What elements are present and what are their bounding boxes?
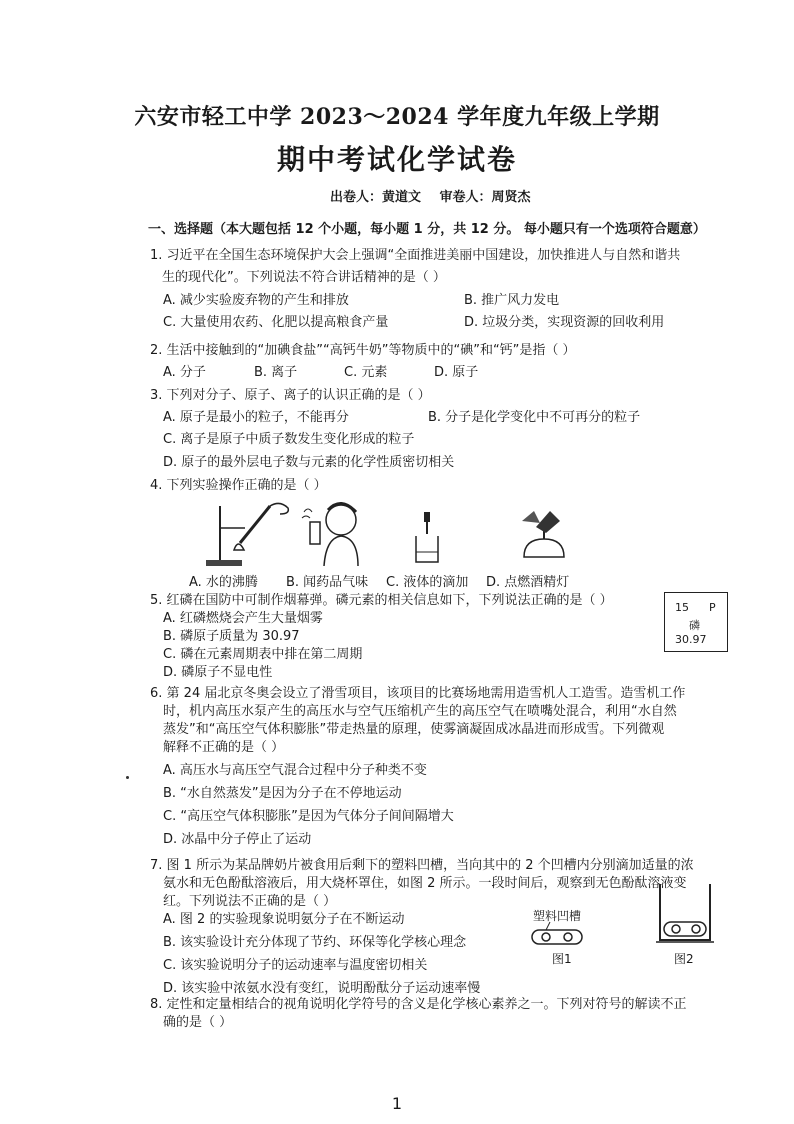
q7-option-d: D. 该实验中浓氨水没有变红，说明酚酞分子运动速率慢 (163, 981, 481, 996)
q6-option-a: A. 高压水与高压空气混合过程中分子种类不变 (163, 763, 427, 778)
q1-option-a: A. 减少实验废弃物的产生和排放 (163, 293, 349, 308)
scan-dot (126, 776, 129, 779)
boiling-apparatus-figure (200, 498, 300, 568)
q5-option-c: C. 磷在元素周期表中排在第二周期 (163, 647, 363, 662)
q8-stem-line1: 8. 定性和定量相结合的视角说明化学符号的含义是化学核心素养之一。下列对符号的解读不正 (150, 997, 687, 1012)
q6-option-d: D. 冰晶中分子停止了运动 (163, 832, 312, 847)
q2-option-d: D. 原子 (434, 365, 479, 380)
alcohol-lamp-figure (514, 505, 574, 565)
section-heading: 一、选择题（本大题包括 12 个小题，每小题 1 分，共 12 分。 每小题只有一个选项符合题意） (148, 222, 706, 237)
figure1-caption: 图1 (552, 952, 572, 966)
q6-option-c: C. “高压空气体积膨胀”是因为气体分子间间隔增大 (163, 809, 454, 824)
q3-option-c: C. 离子是原子中质子数发生变化形成的粒子 (163, 432, 415, 447)
exam-title: 期中考试化学试卷 (276, 143, 517, 176)
q1-option-b: B. 推广风力发电 (464, 293, 560, 308)
element-symbol: P (709, 601, 716, 614)
q4-option-c: C. 液体的滴加 (386, 575, 469, 590)
q6-stem-line1: 6. 第 24 届北京冬奥会设立了滑雪项目，该项目的比赛场地需用造雪机人工造雪。造雪机工作 (150, 686, 686, 701)
figure1-tray (528, 920, 588, 950)
q4-option-a: A. 水的沸腾 (189, 575, 258, 590)
phosphorus-element-card (664, 592, 728, 652)
q5-option-b: B. 磷原子质量为 30.97 (163, 629, 300, 644)
author-line (330, 186, 545, 205)
exam-school-title: 六安市轻工中学 2023～2024 学年度九年级上学期 (134, 104, 660, 130)
q7-option-a: A. 图 2 的实验现象说明氨分子在不断运动 (163, 912, 405, 927)
q5-stem: 5. 红磷在国防中可制作烟幕弹。磷元素的相关信息如下，下列说法正确的是（ ） (150, 593, 613, 608)
q6-option-b: B. “水自然蒸发”是因为分子在不停地运动 (163, 786, 402, 801)
q6-stem-line4: 解释不正确的是（ ） (163, 740, 285, 755)
q4-option-d: D. 点燃酒精灯 (486, 575, 570, 590)
q1-stem-line2: 生的现代化”。下列说法不符合讲话精神的是（ ） (162, 270, 446, 285)
q6-stem-line3: 蒸发”和“高压空气体积膨胀”带走热量的原理，使雾滴凝固成冰晶进而形成雪。下列微观 (163, 722, 665, 737)
q1-option-c: C. 大量使用农药、化肥以提高粮食产量 (163, 315, 389, 330)
q2-option-c: C. 元素 (344, 365, 388, 380)
q7-option-c: C. 该实验说明分子的运动速率与温度密切相关 (163, 958, 428, 973)
q3-stem: 3. 下列对分子、原子、离子的认识正确的是（ ） (150, 388, 431, 403)
q6-stem-line2: 时，机内高压水泵产生的高压水与空气压缩机产生的高压空气在喷嘴处混合，利用“水自然 (163, 704, 677, 719)
figure-label-plastic-tray: 塑料凹槽 (533, 909, 582, 923)
q5-option-a: A. 红磷燃烧会产生大量烟雾 (163, 611, 323, 626)
q5-option-d: D. 磷原子不显电性 (163, 665, 273, 680)
element-name: 磷 (689, 619, 700, 632)
q2-option-b: B. 离子 (254, 365, 298, 380)
q4-stem: 4. 下列实验操作正确的是（ ） (150, 478, 327, 493)
dropper-figure (410, 508, 450, 568)
author-name: 出卷人：黄道文 (330, 190, 422, 205)
q7-stem-line1: 7. 图 1 所示为某品牌奶片被食用后剩下的塑料凹槽，当向其中的 2 个凹槽内分别滴加适量的浓 (150, 858, 694, 873)
q2-option-a: A. 分子 (163, 365, 206, 380)
figure2-beaker (650, 880, 720, 946)
element-mass: 30.97 (675, 633, 707, 646)
smelling-figure (296, 498, 366, 568)
q3-option-b: B. 分子是化学变化中不可再分的粒子 (428, 410, 641, 425)
q7-option-b: B. 该实验设计充分体现了节约、环保等化学核心理念 (163, 935, 467, 950)
q2-stem: 2. 生活中接触到的“加碘食盐”“高钙牛奶”等物质中的“碘”和“钙”是指（ ） (150, 343, 576, 358)
q1-option-d: D. 垃圾分类，实现资源的回收利用 (464, 315, 665, 330)
q8-stem-line2: 确的是（ ） (163, 1015, 233, 1030)
page-number: 1 (391, 1094, 403, 1113)
figure2-caption: 图2 (674, 952, 694, 966)
element-number: 15 (675, 601, 689, 614)
q7-stem-line3: 红。下列说法不正确的是（ ） (163, 894, 337, 909)
q1-stem-line1: 1. 习近平在全国生态环境保护大会上强调“全面推进美丽中国建设，加快推进人与自然和谐共 (150, 248, 681, 263)
q3-option-a: A. 原子是最小的粒子，不能再分 (163, 410, 349, 425)
q7-stem-line2: 氨水和无色酚酞溶液后，用大烧杯罩住，如图 2 所示。一段时间后，观察到无色酚酞溶液变 (163, 876, 687, 891)
q4-option-b: B. 闻药品气味 (286, 575, 369, 590)
q3-option-d: D. 原子的最外层电子数与元素的化学性质密切相关 (163, 455, 455, 470)
reviewer-name: 审卷人：周贤杰 (439, 190, 531, 205)
